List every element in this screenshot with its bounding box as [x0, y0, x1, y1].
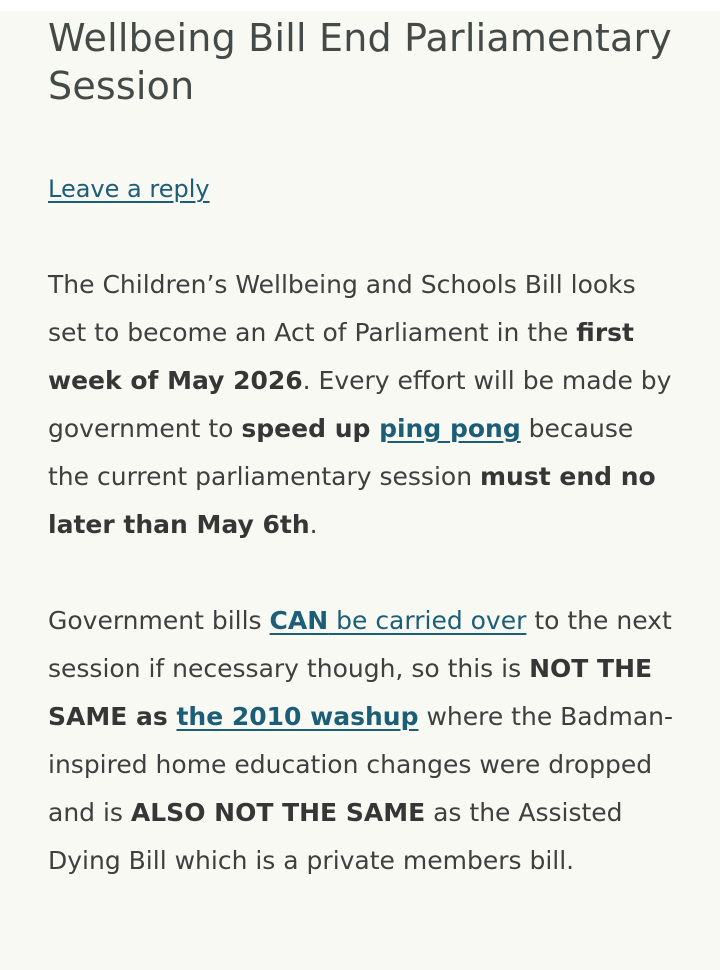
post-title: Wellbeing Bill End Parliamentary Session	[48, 16, 672, 108]
washup-2010-link[interactable]	[176, 702, 418, 731]
ping-pong-link[interactable]	[379, 414, 521, 443]
text-span: Government bills	[48, 606, 270, 635]
paragraph-1	[48, 261, 680, 549]
text-span: . Every effort will be made by government to	[48, 366, 672, 443]
text-span: because the current parliamentary session	[48, 414, 634, 491]
bold-text: must end no later than May 6th	[48, 462, 656, 539]
text-span: to the next session if necessary though, so this is	[48, 606, 672, 683]
bold-text: ALSO NOT THE SAME	[130, 798, 426, 827]
text-span: where the Badman-inspired home education changes were dropped and is	[48, 702, 674, 827]
browser-top-bar	[0, 0, 720, 11]
link-label: be carried over	[328, 606, 527, 635]
leave-reply-link[interactable]: Leave a reply	[48, 175, 210, 203]
paragraph-2	[48, 597, 680, 885]
bold-text: speed up	[241, 414, 380, 443]
text-span: The Children’s Wellbeing and Schools Bill looks set to become an Act of Parliament in the	[48, 270, 636, 347]
link-label-bold: CAN	[269, 606, 329, 635]
bold-text: first week of May 2026	[48, 318, 634, 395]
link-label: ping pong	[379, 414, 521, 443]
bold-text: NOT THE SAME as	[48, 654, 653, 731]
link-label: the 2010 washup	[176, 702, 419, 731]
blog-post	[48, 14, 680, 885]
post-meta	[48, 165, 680, 213]
carried-over-link[interactable]	[270, 606, 527, 635]
text-span: as the Assisted Dying Bill which is a private members bill.	[48, 798, 623, 875]
text-span: .	[309, 510, 318, 539]
